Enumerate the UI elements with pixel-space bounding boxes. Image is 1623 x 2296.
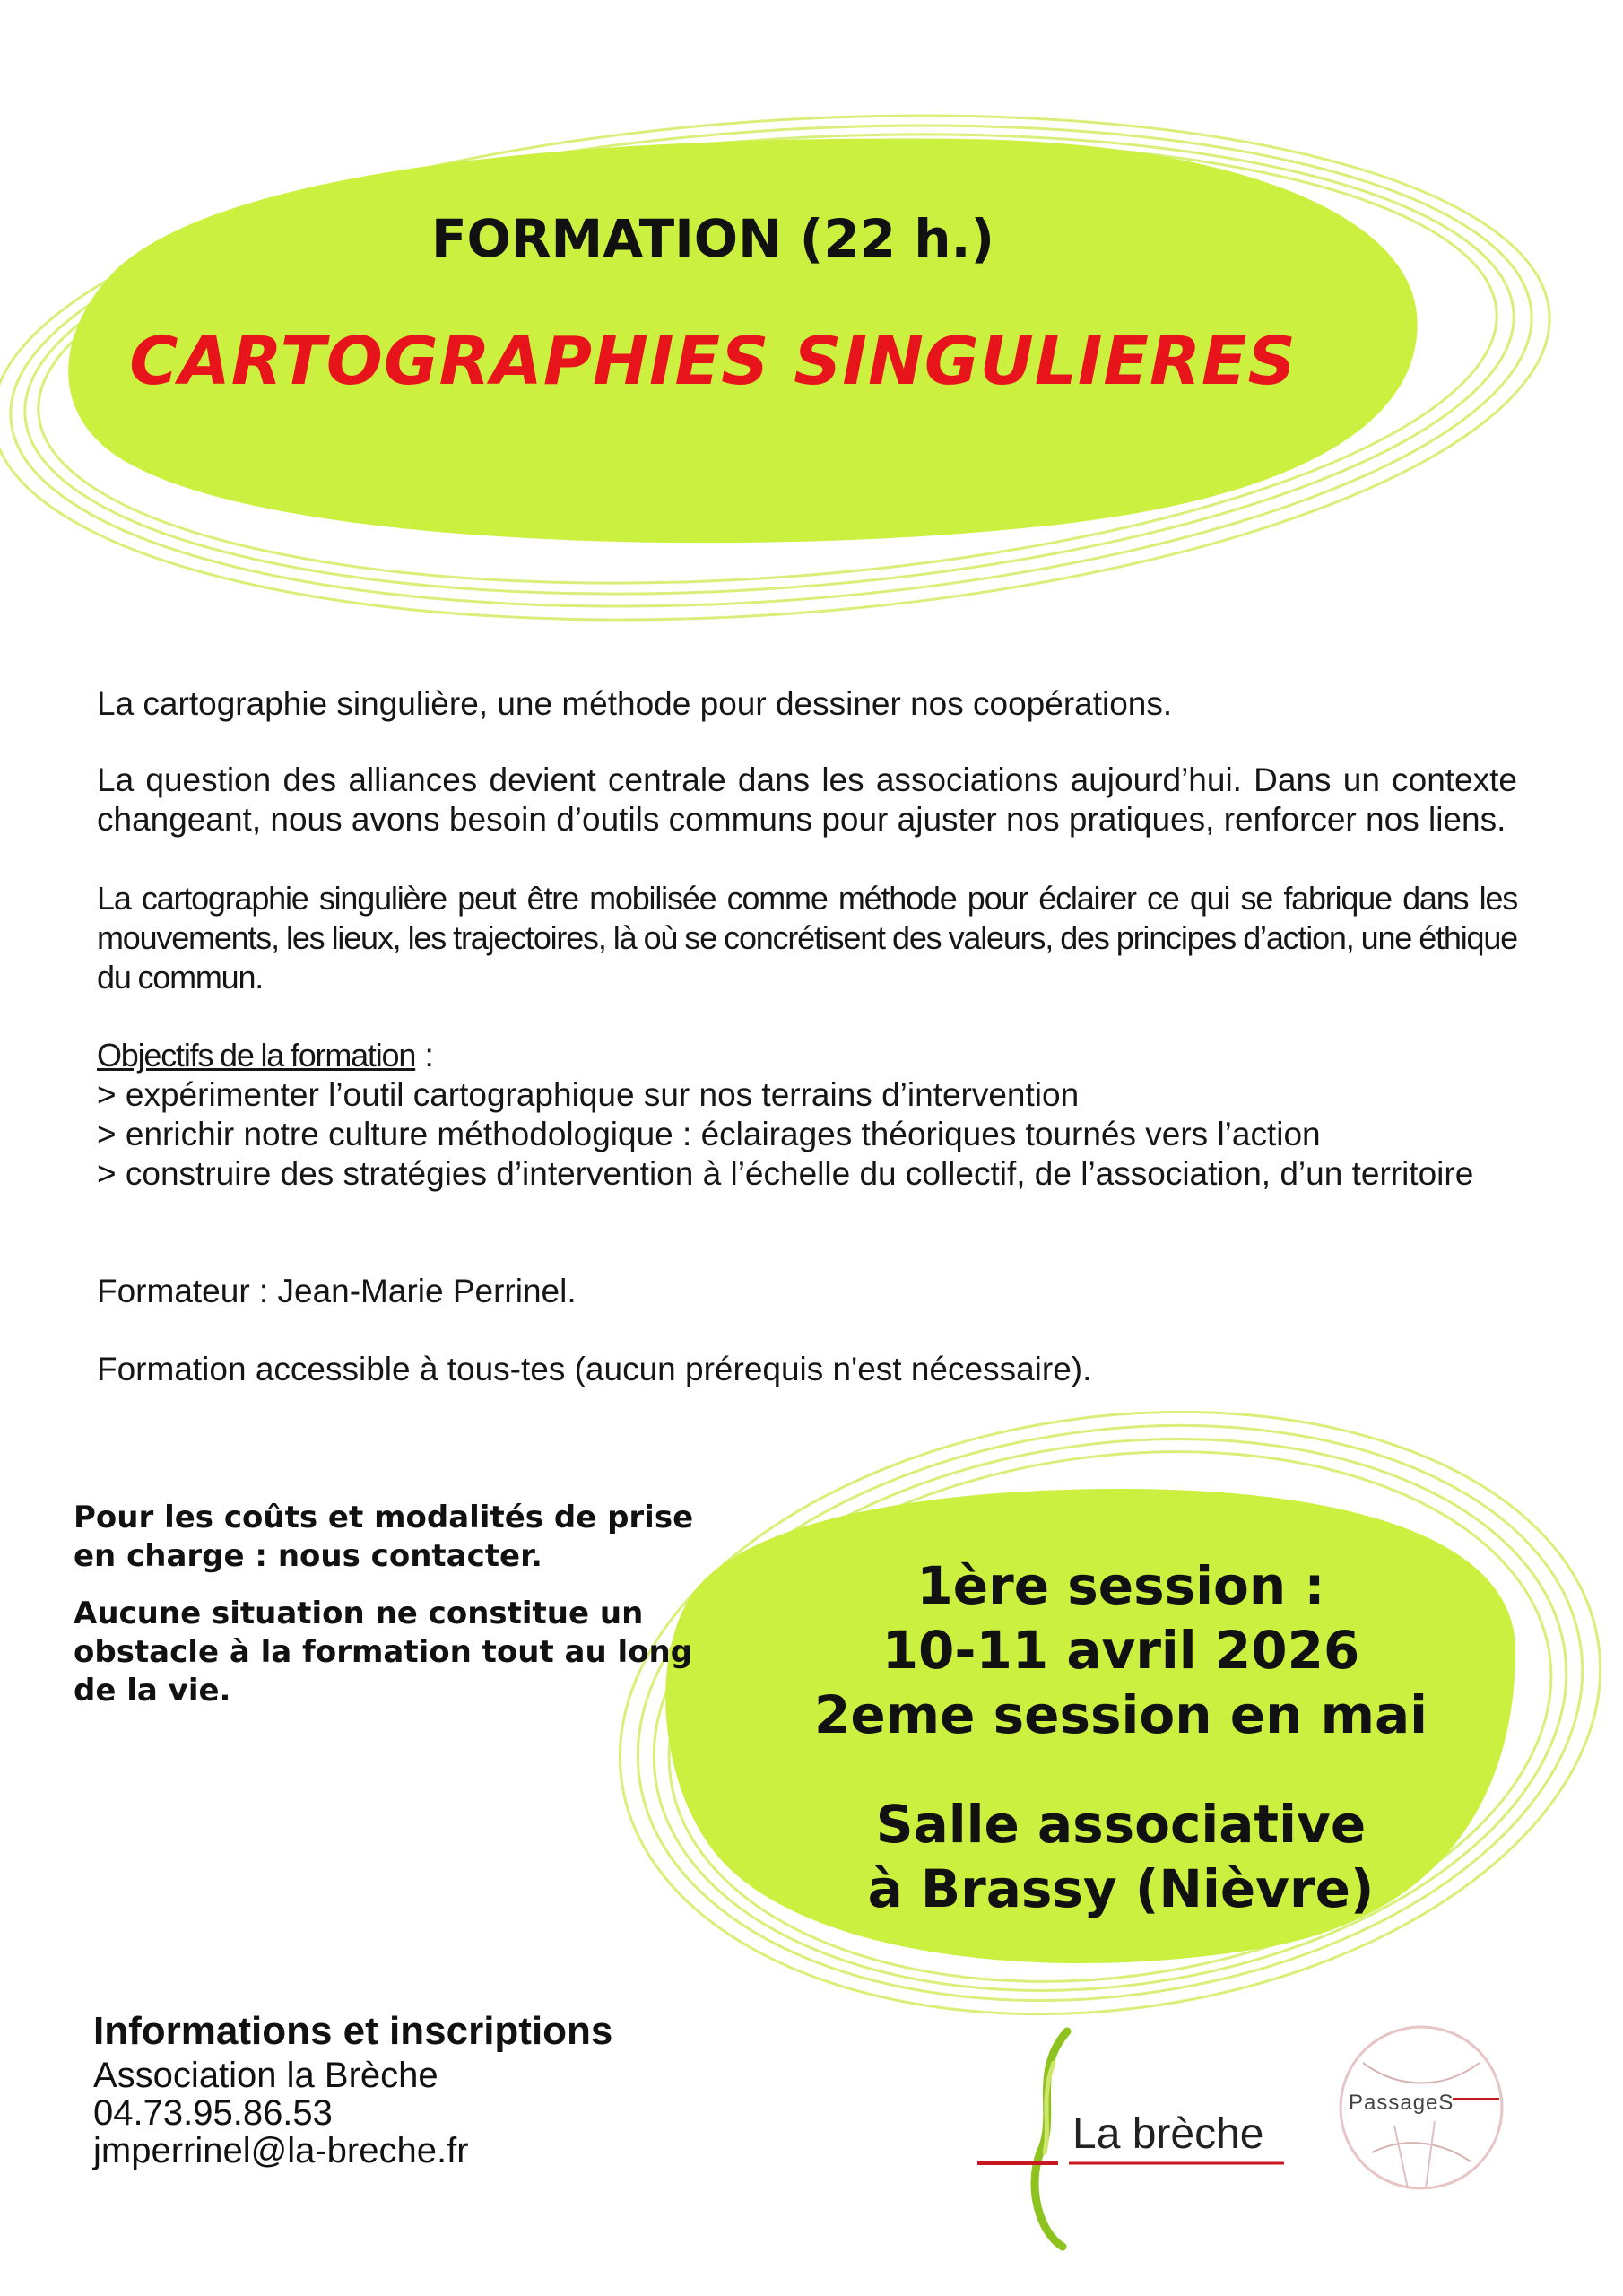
contact-org: Association la Brèche [93, 2056, 438, 2095]
session-second: 2eme session en mai [813, 1684, 1428, 1745]
intro-tagline: La cartographie singulière, une méthode pour dessiner nos coopérations. [97, 685, 1173, 722]
contact-email[interactable]: jmperrinel@la-breche.fr [93, 2131, 469, 2170]
objectives-colon: : [415, 1037, 434, 1074]
session-venue: Salle associative [875, 1794, 1367, 1855]
session-dates: 10-11 avril 2026 [881, 1620, 1360, 1681]
intro-paragraph-2: La cartographie singulière peut être mobilisée comme méthode pour éclairer ce qui se fabrique dans les mouvements, les lieux, les trajectoires, là où se concrétisent des valeurs, des principes d’action, une éthique du commun. [97, 880, 1517, 996]
accessibility-line: Formation accessible à tous-tes (aucun prérequis n'est nécessaire). [97, 1351, 1092, 1387]
contact-phone[interactable]: 04.73.95.86.53 [93, 2093, 333, 2133]
passages-logo-text: PassageS [1349, 2091, 1454, 2115]
la-breche-logo-text: La brèche [1072, 2110, 1264, 2158]
objectives-heading-row [97, 1036, 1517, 1075]
session-line-1: 1ère session : [916, 1555, 1325, 1616]
formation-title: FORMATION (22 h.) [430, 208, 995, 269]
contact-heading: Informations et inscriptions [93, 2009, 613, 2053]
objective-item-3: > construire des stratégies d’intervention à l’échelle du collectif, de l’association, d’un territoire [97, 1155, 1474, 1192]
session-location: à Brassy (Nièvre) [867, 1858, 1375, 1919]
lifelong-note: Aucune situation ne constitue un obstacle à la formation tout au long de la vie. [74, 1596, 693, 1709]
formation-subtitle: CARTOGRAPHIES SINGULIERES [129, 323, 1297, 400]
objective-item-1: > expérimenter l’outil cartographique sur nos terrains d’intervention [97, 1076, 1080, 1113]
objectives-heading: Objectifs de la formation [97, 1037, 416, 1074]
intro-paragraph-1: La question des alliances devient centrale dans les associations aujourd’hui. Dans un contexte changeant, nous avons besoin d’outils communs pour ajuster nos pratiques, renforcer nos liens. [97, 761, 1517, 838]
costs-note: Pour les coûts et modalités de prise en charge : nous contacter. [74, 1500, 694, 1574]
trainer-line: Formateur : Jean-Marie Perrinel. [97, 1273, 577, 1309]
objective-item-2: > enrichir notre culture méthodologique : éclairages théoriques tournés vers l’action [97, 1116, 1321, 1152]
